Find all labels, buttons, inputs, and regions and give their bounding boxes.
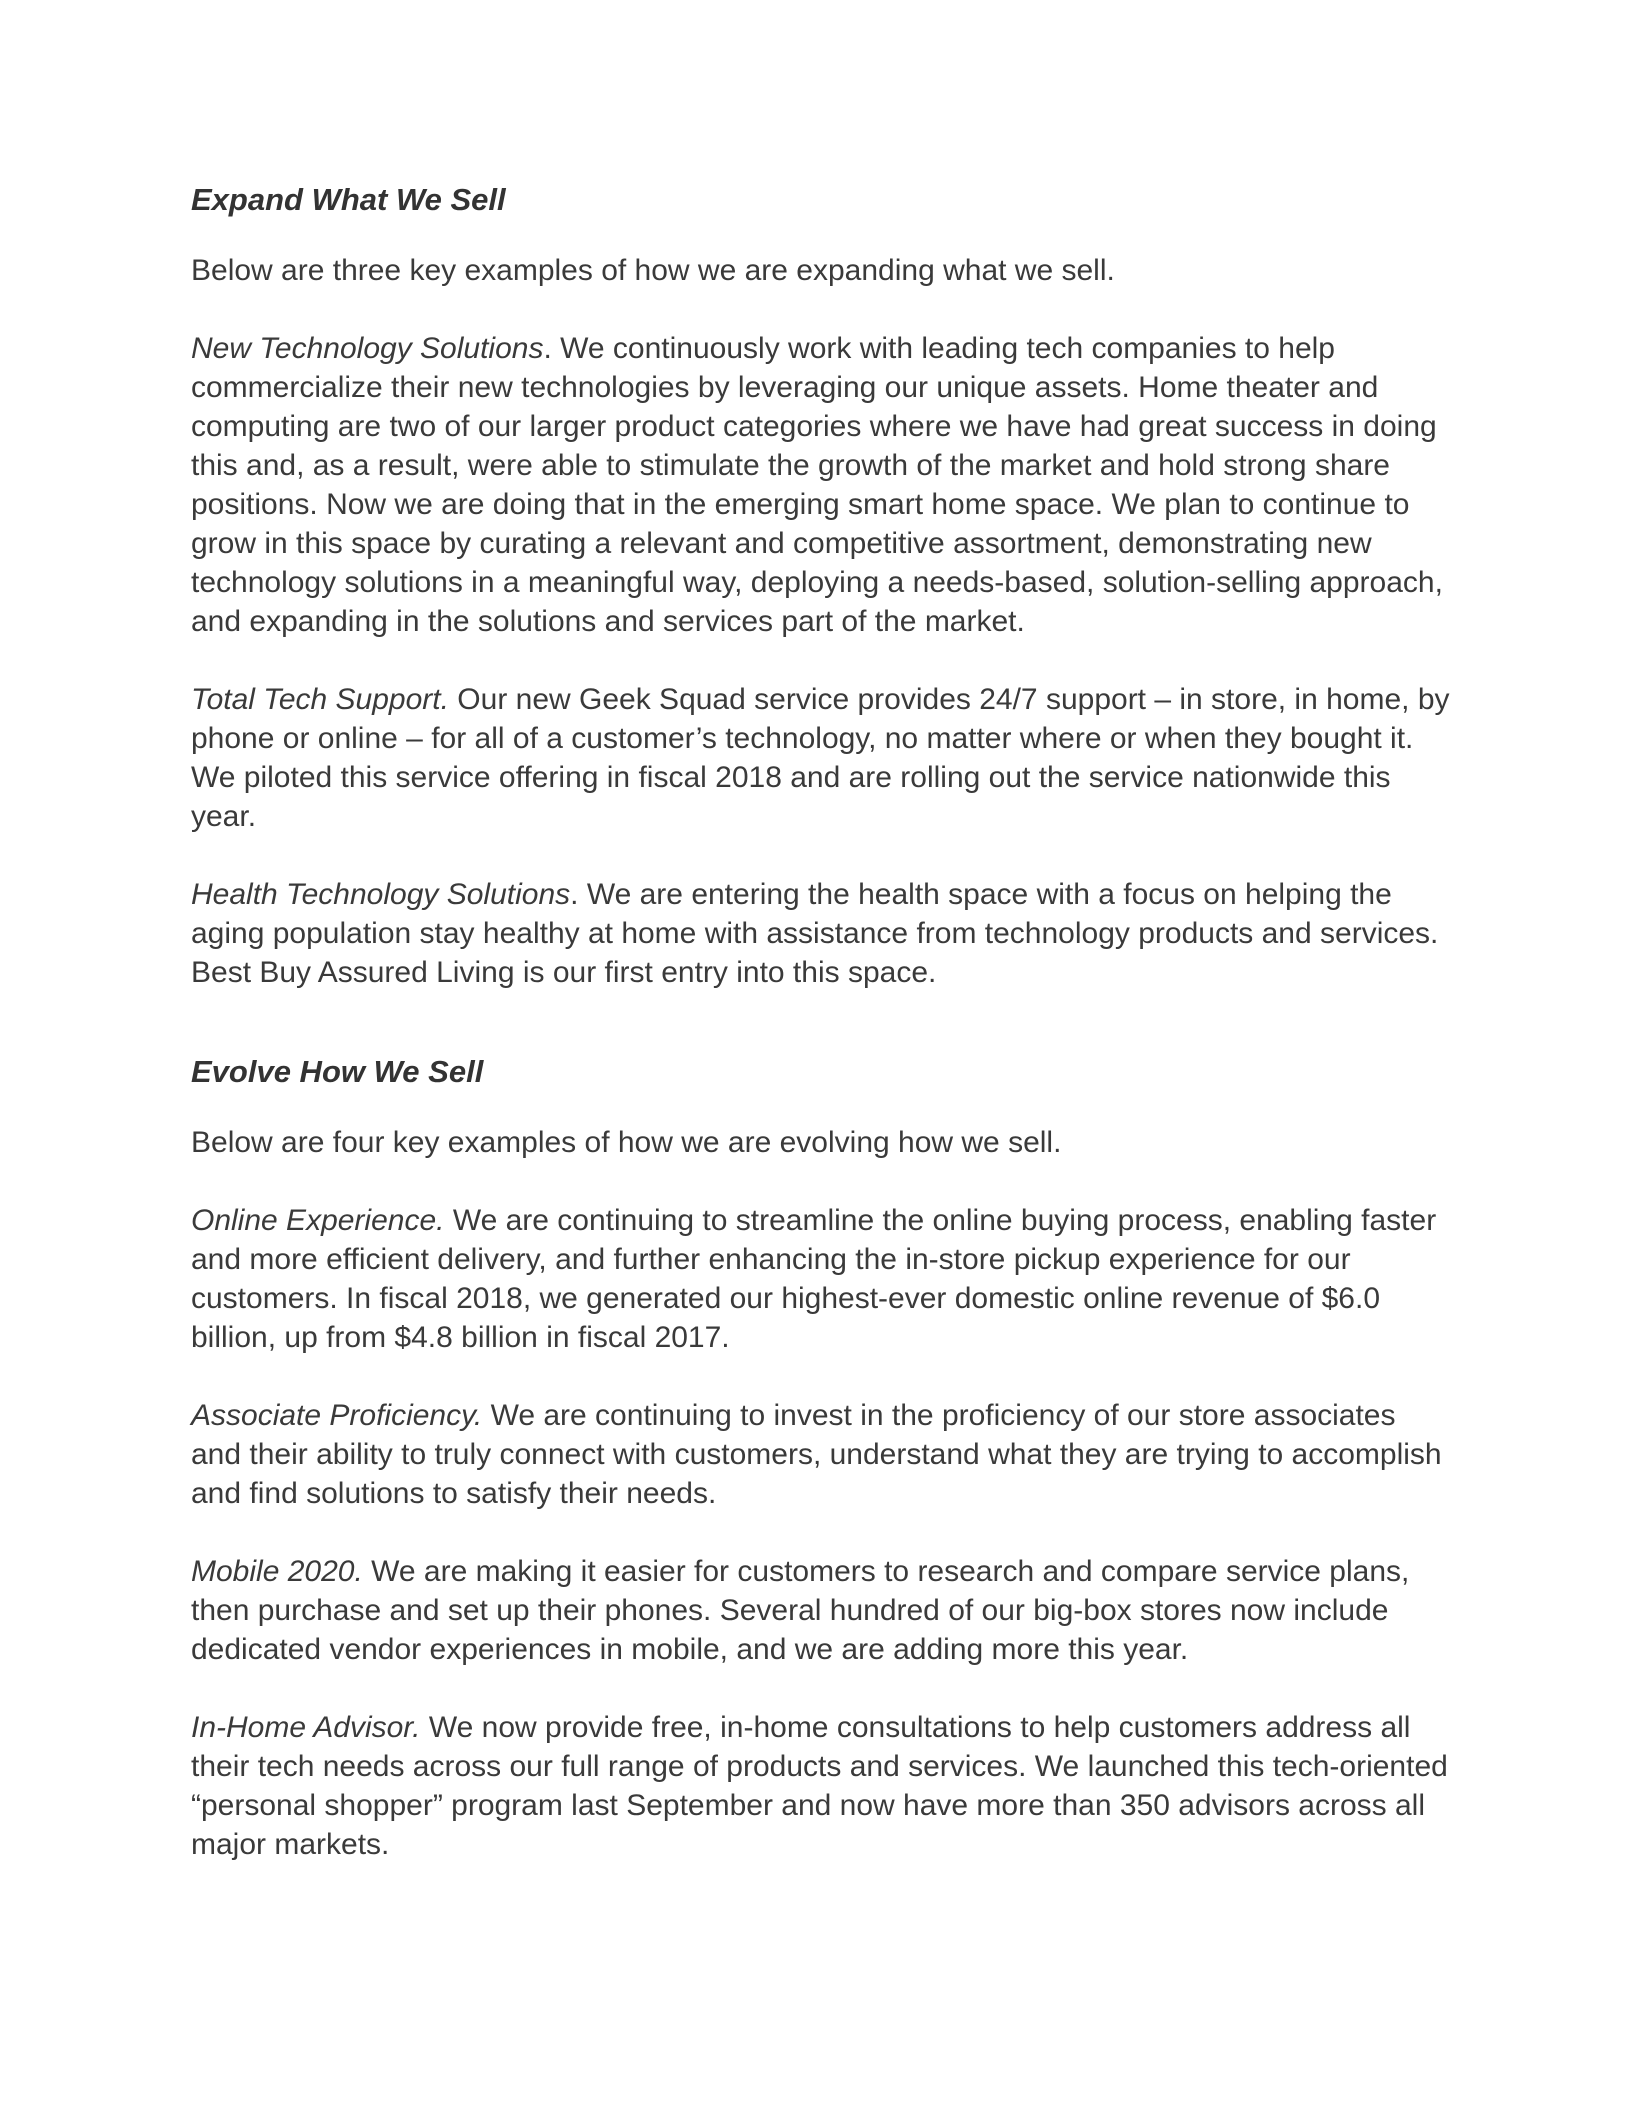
paragraph-text: . We are entering the health space with a focus on helping the aging population stay healthy at home with assistance from technology products and services. Best Buy Assured Living is our first entry into this space. bbox=[191, 878, 1439, 989]
expand-intro: Below are three key examples of how we are expanding what we sell. bbox=[191, 254, 1115, 287]
paragraph-mobile-2020 bbox=[191, 1552, 1451, 1669]
paragraph-lead: Health Technology Solutions bbox=[191, 878, 571, 911]
paragraph-text: We are continuing to streamline the online buying process, enabling faster and more efficient delivery, and further enhancing the in-store pickup experience for our customers. In fiscal 2018, we generated our highest-ever domestic online revenue of $6.0 billion, up from $4.8 billion in fiscal 2017. bbox=[191, 1204, 1437, 1354]
evolve-heading: Evolve How We Sell bbox=[191, 1054, 484, 1089]
document-page bbox=[191, 180, 1451, 1864]
paragraph-new-technology-solutions bbox=[191, 329, 1451, 641]
paragraph-lead: Online Experience. bbox=[191, 1204, 445, 1237]
paragraph-total-tech-support bbox=[191, 680, 1451, 836]
paragraph-text: We now provide free, in-home consultations to help customers address all their tech needs across our full range of products and services. We launched this tech-oriented “personal shopper” program last September and now have more than 350 advisors across all major markets. bbox=[191, 1711, 1448, 1861]
paragraph-text: . We continuously work with leading tech companies to help commercialize their new technologies by leveraging our unique assets. Home theater and computing are two of our larger product categories where we have had great success in doing this and, as a result, were able to stimulate the growth of the market and hold strong share positions. Now we are doing that in the emerging smart home space. We plan to continue to grow in this space by curating a relevant and competitive assortment, demonstrating new technology solutions in a meaningful way, deploying a needs-based, solution-selling approach, and expanding in the solutions and services part of the market. bbox=[191, 332, 1443, 638]
paragraph-text: Our new Geek Squad service provides 24/7 support – in store, in home, by phone or online – for all of a customer’s technology, no matter where or when they bought it. We piloted this service offering in fiscal 2018 and are rolling out the service nationwide this year. bbox=[191, 683, 1450, 833]
paragraph-associate-proficiency bbox=[191, 1396, 1451, 1513]
paragraph-in-home-advisor bbox=[191, 1708, 1451, 1864]
paragraph-lead: Total Tech Support. bbox=[191, 683, 449, 716]
paragraph-text: We are making it easier for customers to research and compare service plans, then purchase and set up their phones. Several hundred of our big-box stores now include dedicated vendor experiences in mobile, and we are adding more this year. bbox=[191, 1555, 1410, 1666]
evolve-section bbox=[191, 1052, 1451, 1864]
paragraph-health-technology-solutions bbox=[191, 875, 1451, 992]
expand-section bbox=[191, 180, 1451, 992]
paragraph-lead: Associate Proficiency. bbox=[191, 1399, 483, 1432]
paragraph-lead: In-Home Advisor. bbox=[191, 1711, 421, 1744]
paragraph-online-experience bbox=[191, 1201, 1451, 1357]
paragraph-text: We are continuing to invest in the proficiency of our store associates and their ability to truly connect with customers, understand what they are trying to accomplish and find solutions to satisfy their needs. bbox=[191, 1399, 1442, 1510]
paragraph-lead: New Technology Solutions bbox=[191, 332, 544, 365]
evolve-intro: Below are four key examples of how we are evolving how we sell. bbox=[191, 1126, 1062, 1159]
expand-heading: Expand What We Sell bbox=[191, 182, 506, 217]
paragraph-lead: Mobile 2020. bbox=[191, 1555, 363, 1588]
